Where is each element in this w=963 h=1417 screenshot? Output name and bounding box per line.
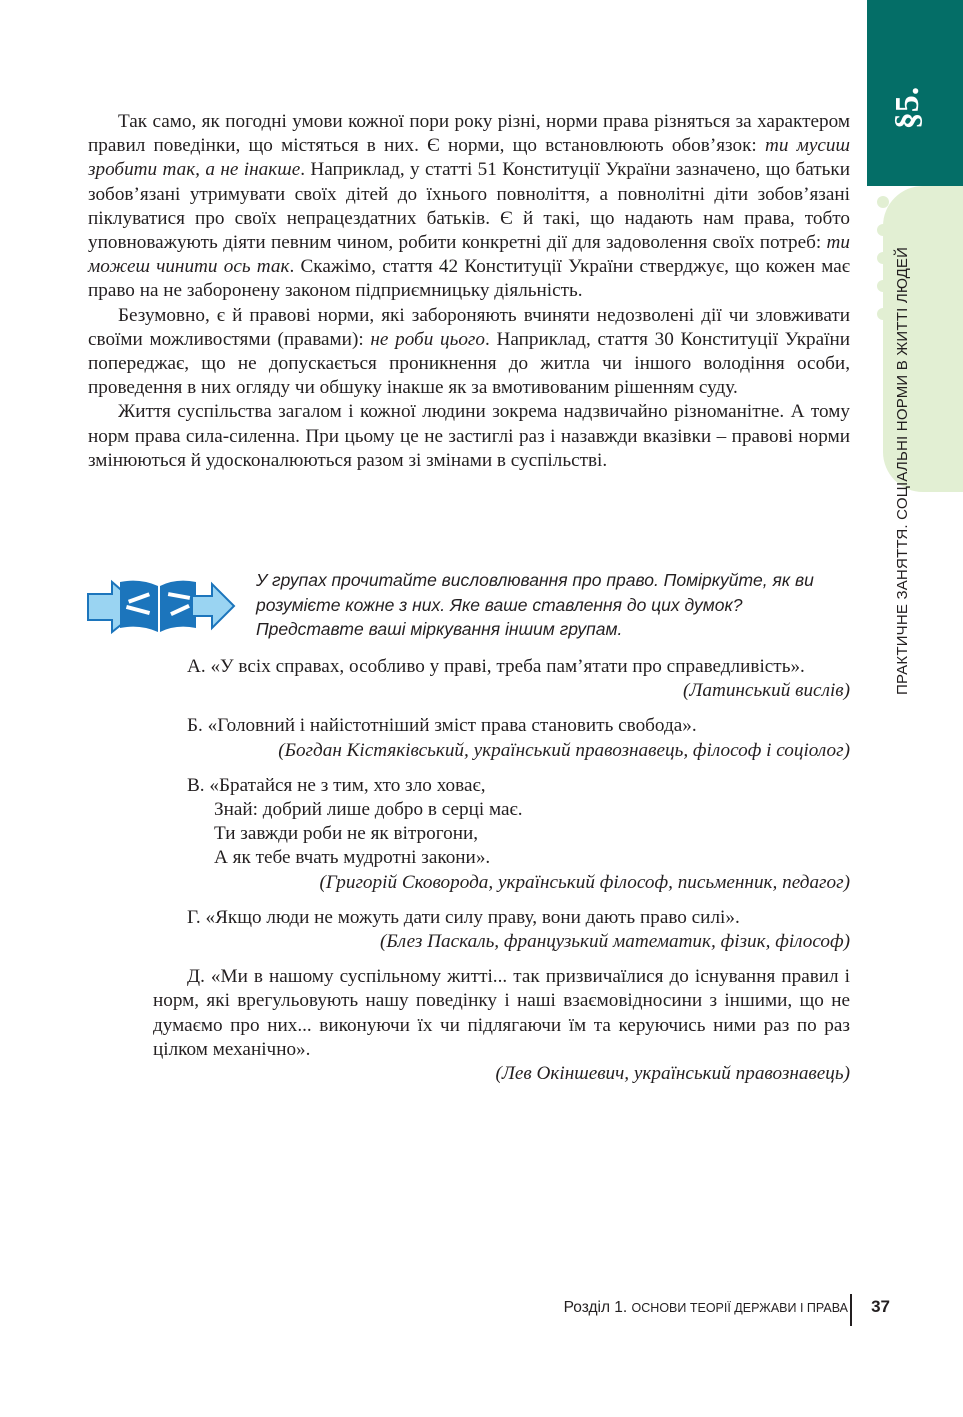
text-run: Життя суспільства загалом і кожної людини зокрема надзвичайно різноманітне. А тому норм права сила-силенна. При цьому це не застиглі раз і назавжди вказівки – правові норми змінюються й удосконалюються разом зі змінами в суспільстві. bbox=[88, 401, 850, 471]
quote-text: А. «У всіх справах, особливо у праві, треба пам’ятати про справедливість». bbox=[187, 656, 805, 677]
task-line: У групах прочитайте висловлювання про право. Поміркуйте, як ви bbox=[256, 570, 814, 590]
footer-divider bbox=[850, 1294, 852, 1326]
text-run: Безумовно, є й правові норми, які забороняють вчиняти недозволені дії чи зловживати своїми можливостями (правами): bbox=[88, 304, 850, 350]
quote-author: (Латинський вислів) bbox=[682, 680, 850, 702]
tab-scallops bbox=[877, 186, 889, 492]
text-run: . Скажімо, стаття 42 Конституції України стверджує, що кожен має право на не заборонену законом підприємницьку діяльність. bbox=[88, 256, 850, 302]
quote-d bbox=[153, 965, 850, 1086]
quote-author: (Григорій Сковорода, український філософ, письменник, педагог) bbox=[319, 871, 850, 893]
quote-h bbox=[153, 906, 850, 954]
section-title: ПРАКТИЧНЕ ЗАНЯТТЯ. СОЦІАЛЬНІ НОРМИ В ЖИТТІ ЛЮДЕЙ bbox=[894, 246, 911, 695]
task-line: Представте ваші міркування іншим групам. bbox=[256, 619, 623, 639]
emphasis: не роби цього bbox=[370, 328, 486, 350]
text-run: Так само, як погодні умови кожної пори року різні, норми права різняться за характером правил поведінки, що містяться в них. Є норми, що встановлюють обов’язок: bbox=[88, 111, 850, 157]
task-line: розумієте кожне з них. Яке ваше ставлення до цих думок? bbox=[256, 594, 743, 615]
section-number: §5. bbox=[889, 86, 926, 130]
page-footer bbox=[560, 1294, 892, 1326]
main-text bbox=[88, 110, 850, 473]
quote-author: (Лев Окіншевич, український правознавець) bbox=[495, 1063, 850, 1085]
footer-section-name: ОСНОВИ ТЕОРІЇ ДЕРЖАВИ І ПРАВА bbox=[631, 1301, 848, 1315]
verse-line: Знай: добрий лише добро в серці має. bbox=[214, 799, 523, 821]
text-run: . Наприклад, стаття 30 Конституції України попереджає, що не допускається проникнення до житла чи іншого володіння особи, проведення в них огляду чи обшуку інакше як за вмотивованим рішенням суду. bbox=[88, 328, 850, 399]
quote-v bbox=[153, 774, 850, 895]
footer-section-prefix: Розділ 1. bbox=[563, 1299, 628, 1316]
task-block bbox=[84, 568, 854, 640]
paragraph bbox=[88, 400, 850, 473]
quote-author: (Богдан Кістяківський, український правознавець, філософ і соціолог) bbox=[278, 739, 850, 761]
footer-section bbox=[564, 1299, 848, 1317]
emphasis: ти можеш чинити ось так bbox=[88, 232, 850, 278]
paragraph bbox=[88, 304, 850, 401]
page-number: 37 bbox=[871, 1297, 890, 1316]
emphasis: ти мусиш зробити так, а не інакше bbox=[88, 135, 851, 181]
quote-text: Б. «Головний і найістотніший зміст права становить свобода». bbox=[187, 715, 697, 737]
quote-b bbox=[153, 714, 850, 762]
quote-a bbox=[153, 655, 850, 703]
quote-author: (Блез Паскаль, французький математик, фізик, філософ) bbox=[380, 931, 850, 953]
quote-text: Г. «Якщо люди не можуть дати силу праву, вони дають право силі». bbox=[187, 906, 740, 928]
book-arrow-icon bbox=[84, 574, 236, 636]
text-run: . Наприклад, у статті 51 Конституції України зазначено, що батьки зобов’язані утримувати своїх дітей до їхнього повноліття, а повнолітні діти зобов’язані піклуватися про своїх непрацездатних батьків. Є й такі, що надають нам права, тобто уповноважують діяти певним чином, робити конкретні дії для задоволення своїх потреб: bbox=[88, 159, 850, 254]
verse-line: В. «Братайся не з тим, хто зло ховає, bbox=[187, 774, 486, 796]
quotes-list bbox=[153, 655, 850, 1097]
task-instructions bbox=[256, 568, 856, 642]
verse-line: А як тебе вчать мудротні закони». bbox=[214, 847, 491, 869]
verse-line: Ти завжди роби не як вітрогони, bbox=[214, 823, 479, 845]
paragraph bbox=[88, 110, 850, 304]
quote-text: Д. «Ми в нашому суспільному житті... так призвичаїлися до існування правил і норм, які врегульовують нашу поведінку і наші взаємовідносини з іншими, що не думаємо про них... виконуючи їх чи підлягаючи їм та керуючись ними раз по раз цілком механічно». bbox=[153, 966, 850, 1060]
